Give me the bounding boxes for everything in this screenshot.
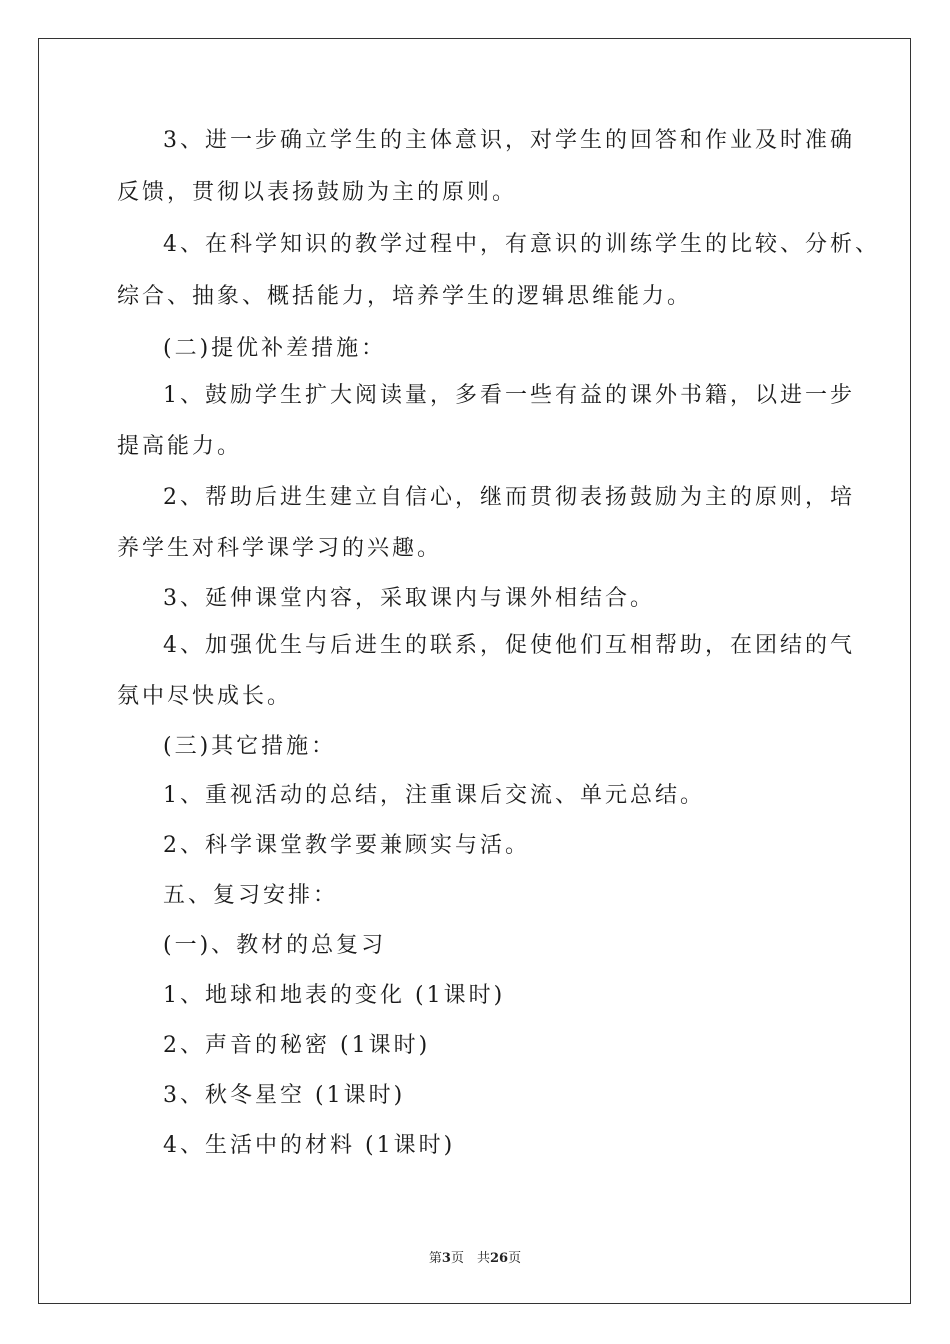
page-middle: 页 共 bbox=[450, 1251, 490, 1266]
paragraph-line: 4、加强优生与后进生的联系，促使他们互相帮助，在团结的气 bbox=[163, 633, 855, 658]
section-heading: 五、复习安排： bbox=[163, 883, 339, 908]
paragraph-line: 氛中尽快成长。 bbox=[117, 684, 293, 709]
paragraph-line: 1、鼓励学生扩大阅读量，多看一些有益的课外书籍，以进一步 bbox=[163, 383, 855, 408]
page-footer bbox=[0, 1247, 950, 1266]
page-prefix: 第 bbox=[428, 1251, 442, 1266]
page-border bbox=[38, 38, 911, 1304]
list-item: 3、秋冬星空 (1课时) bbox=[163, 1083, 406, 1108]
paragraph-line: 4、在科学知识的教学过程中，有意识的训练学生的比较、分析、 bbox=[163, 232, 880, 257]
section-heading: (一)、教材的总复习 bbox=[163, 933, 387, 958]
paragraph-line: 提高能力。 bbox=[117, 434, 243, 459]
paragraph-line: 综合、抽象、概括能力，培养学生的逻辑思维能力。 bbox=[117, 284, 693, 309]
page-suffix: 页 bbox=[508, 1251, 522, 1266]
paragraph-line: 3、延伸课堂内容，采取课内与课外相结合。 bbox=[163, 586, 655, 611]
section-heading: (三)其它措施： bbox=[163, 734, 337, 759]
paragraph-line: 2、科学课堂教学要兼顾实与活。 bbox=[163, 833, 530, 858]
page-total-number: 26 bbox=[489, 1251, 509, 1266]
paragraph-line: 2、帮助后进生建立自信心，继而贯彻表扬鼓励为主的原则，培 bbox=[163, 485, 855, 510]
section-heading: (二)提优补差措施： bbox=[163, 336, 387, 361]
page-current-number: 3 bbox=[441, 1251, 451, 1266]
paragraph-line: 1、重视活动的总结，注重课后交流、单元总结。 bbox=[163, 783, 705, 808]
list-item: 4、生活中的材料 (1课时) bbox=[163, 1133, 456, 1158]
paragraph-line: 反馈，贯彻以表扬鼓励为主的原则。 bbox=[117, 180, 518, 205]
list-item: 1、地球和地表的变化 (1课时) bbox=[163, 983, 506, 1008]
paragraph-line: 3、进一步确立学生的主体意识，对学生的回答和作业及时准确 bbox=[163, 128, 855, 153]
paragraph-line: 养学生对科学课学习的兴趣。 bbox=[117, 536, 443, 561]
list-item: 2、声音的秘密 (1课时) bbox=[163, 1033, 431, 1058]
